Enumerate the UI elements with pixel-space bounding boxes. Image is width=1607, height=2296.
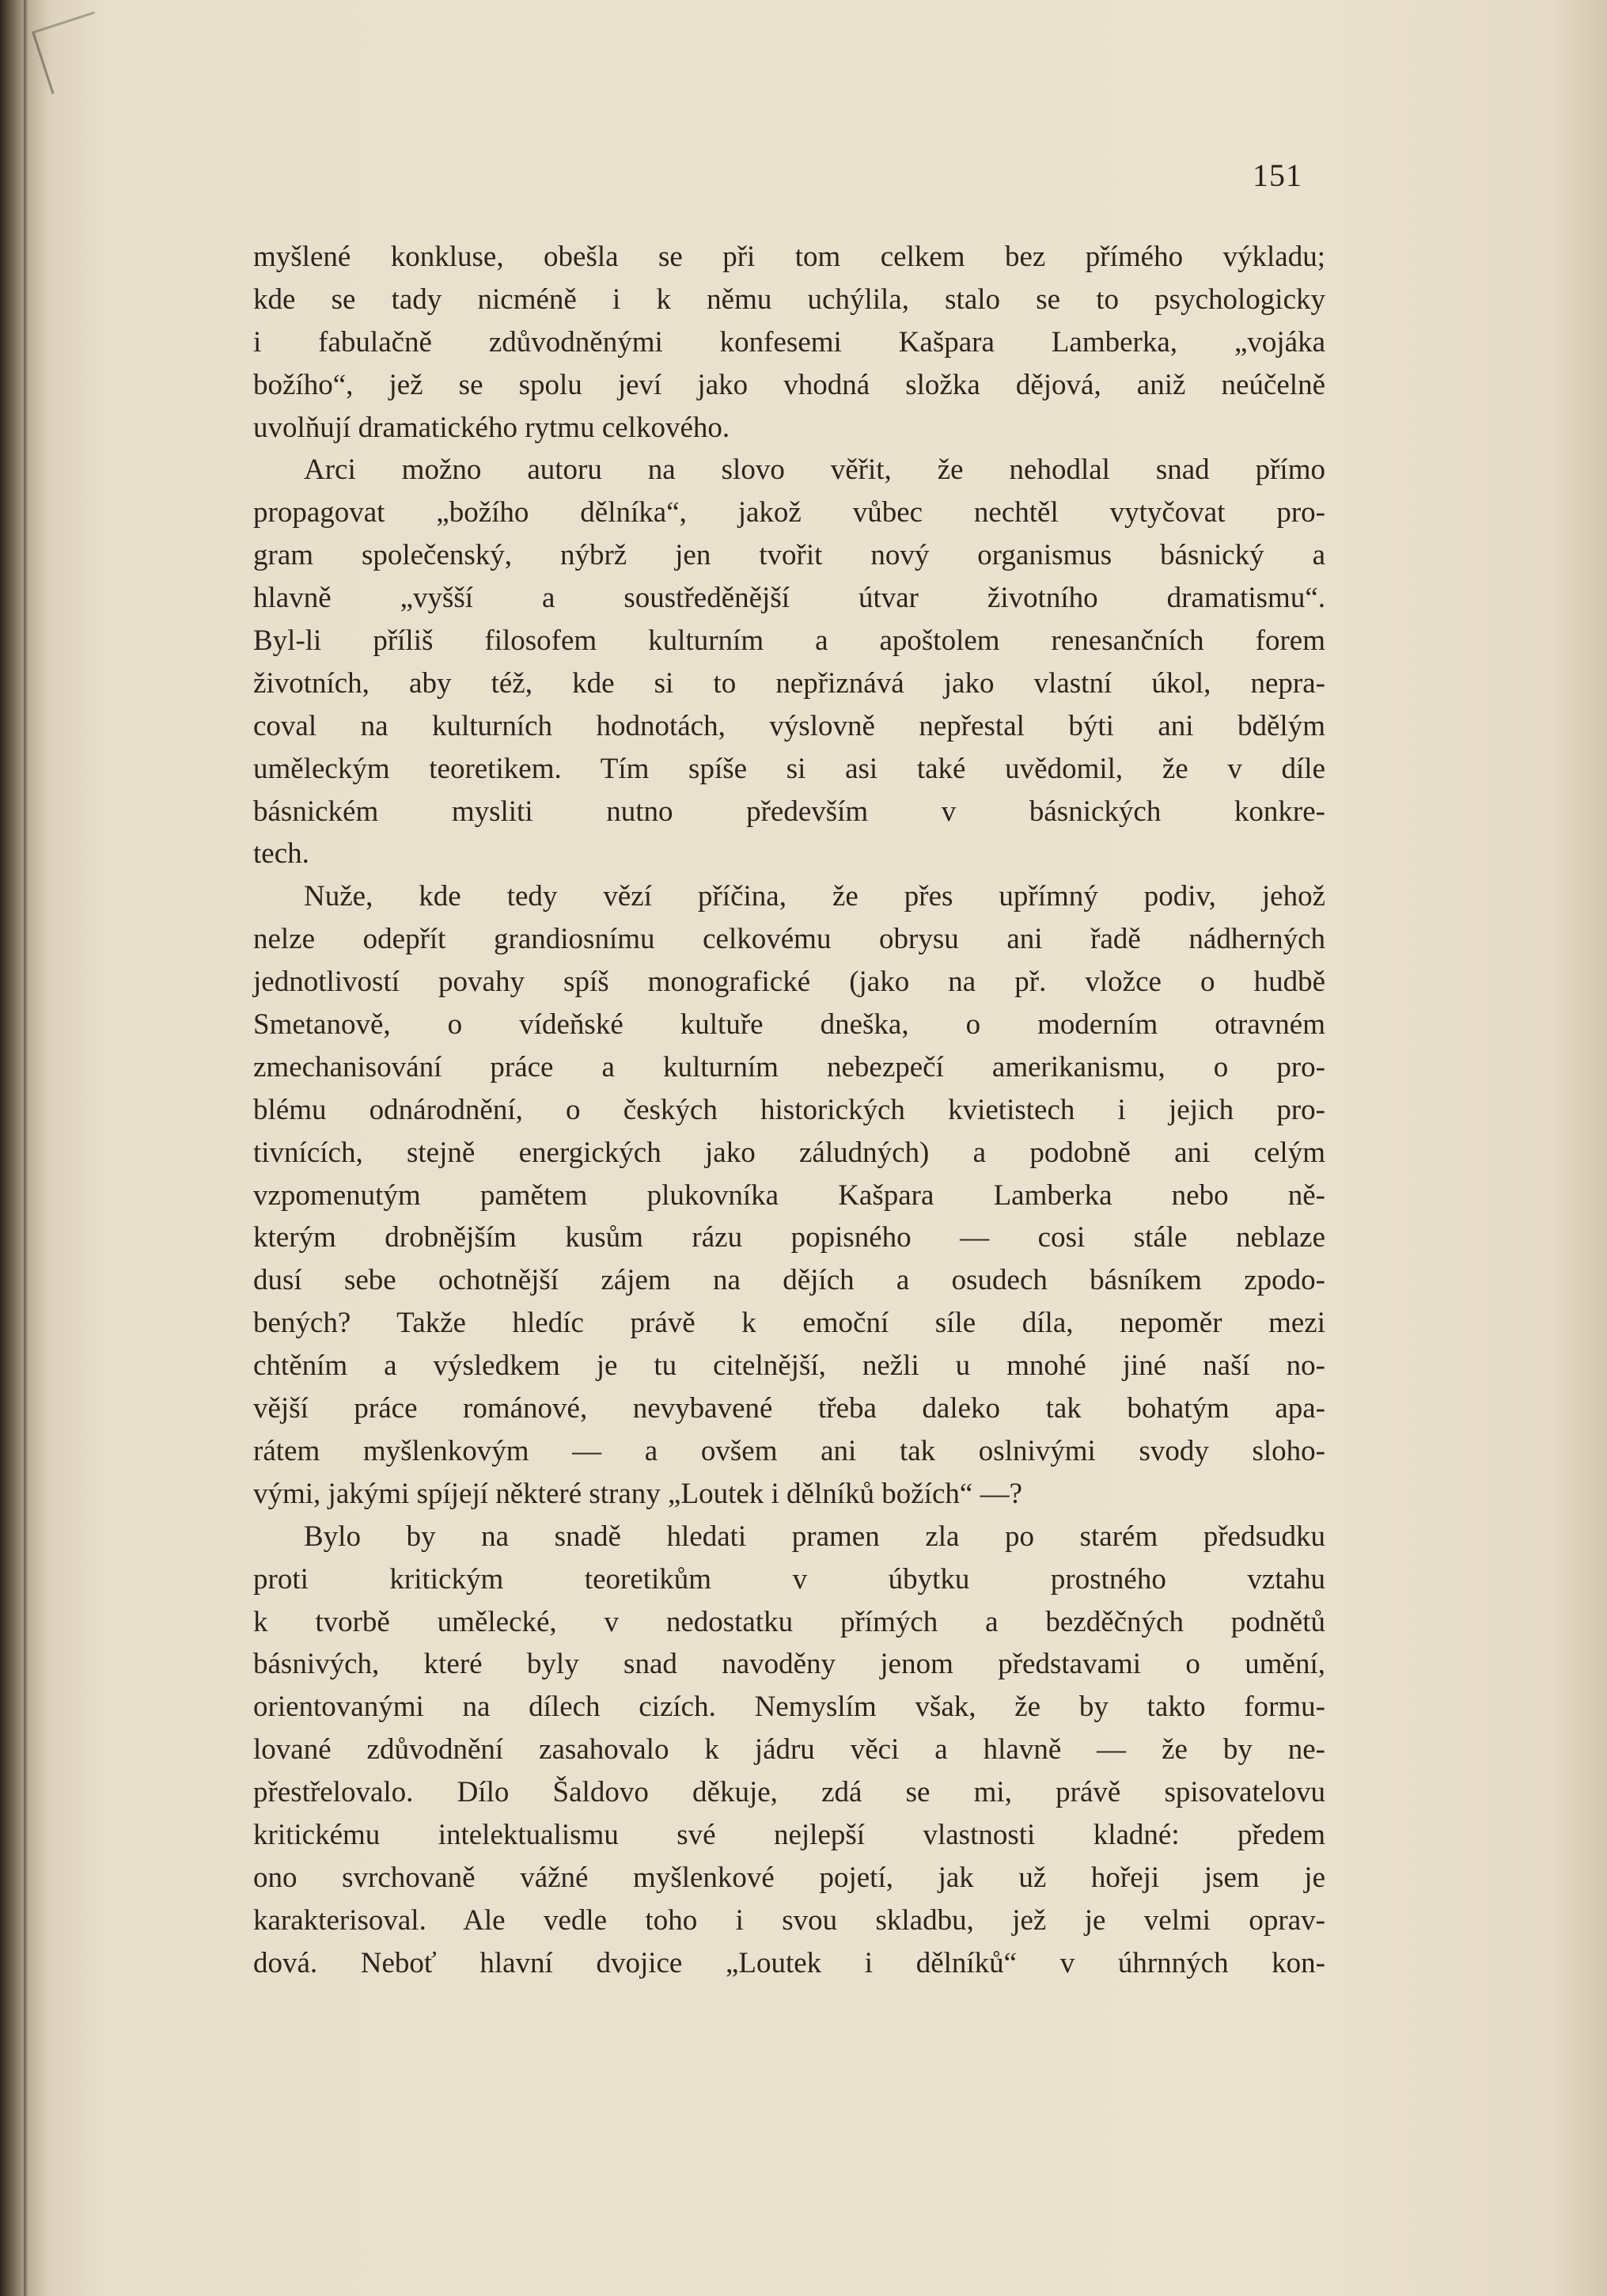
- text-line: hlavně „vyšší a soustředěnější útvar životního dramatismu“.: [253, 582, 1325, 615]
- text-line: gram společenský, nýbrž jen tvořit nový organismus básnický a: [253, 539, 1325, 572]
- text-line: proti kritickým teoretikům v úbytku prostného vztahu: [253, 1562, 1325, 1596]
- text-line: kde se tady nicméně i k němu uchýlila, stalo se to psychologicky: [253, 283, 1325, 316]
- corner-pencil-mark: [32, 11, 115, 94]
- book-gutter: [24, 0, 28, 2296]
- text-line: tech.: [253, 837, 309, 871]
- text-line: Byl-li příliš filosofem kulturním a apoštolem renesančních forem: [253, 624, 1325, 658]
- text-line: uměleckým teoretikem. Tím spíše si asi také uvědomil, že v díle: [253, 752, 1325, 785]
- text-line: coval na kulturních hodnotách, výslovně nepřestal býti ani bdělým: [253, 709, 1325, 742]
- text-line: božího“, jež se spolu jeví jako vhodná složka dějová, aniž neúčelně: [253, 368, 1325, 401]
- text-line: dusí sebe ochotnější zájem na dějích a osudech básníkem zpodo-: [253, 1264, 1325, 1297]
- paragraph-start-line: Arci možno autoru na slovo věřit, že nehodlal snad přímo: [304, 454, 1325, 487]
- body-text: [253, 236, 1325, 1985]
- text-line: vzpomenutým pamětem plukovníka Kašpara Lamberka nebo ně-: [253, 1178, 1325, 1212]
- text-line: i fabulačně zdůvodněnými konfesemi Kašpara Lamberka, „vojáka: [253, 325, 1325, 359]
- text-line: jednotlivostí povahy spíš monografické (jako na př. vložce o hudbě: [253, 966, 1325, 999]
- text-line: dová. Neboť hlavní dvojice „Loutek i dělníků“ v úhrnných kon-: [253, 1946, 1325, 1979]
- text-line: vými, jakými spíjejí některé strany „Loutek i dělníků božích“ —?: [253, 1477, 1023, 1510]
- text-line: orientovanými na dílech cizích. Nemyslím však, že by takto formu-: [253, 1691, 1325, 1724]
- text-line: básnivých, které byly snad navoděny jenom představami o umění,: [253, 1648, 1325, 1681]
- text-line: kritickému intelektualismu své nejlepší vlastnosti kladné: předem: [253, 1818, 1325, 1851]
- paragraph-start-line: Nuže, kde tedy vězí příčina, že přes upřímný podiv, jehož: [304, 880, 1325, 913]
- text-line: myšlené konkluse, obešla se při tom celkem bez přímého výkladu;: [253, 241, 1325, 273]
- text-line: karakterisoval. Ale vedle toho i svou skladbu, jež je velmi oprav-: [253, 1903, 1325, 1937]
- text-line: přestřelovalo. Dílo Šaldovo děkuje, zdá se mi, právě spisovatelovu: [253, 1776, 1325, 1809]
- text-line: bených? Takže hledíc právě k emoční síle díla, nepoměr mezi: [253, 1307, 1325, 1340]
- text-line: rátem myšlenkovým — a ovšem ani tak oslnivými svody sloho-: [253, 1434, 1325, 1467]
- text-line: tivnících, stejně energických jako záludných) a podobně ani celým: [253, 1136, 1325, 1169]
- text-line: ono svrchovaně vážné myšlenkové pojetí, jak už hořeji jsem je: [253, 1861, 1325, 1894]
- text-line: Smetanově, o vídeňské kultuře dneška, o moderním otravném: [253, 1008, 1325, 1042]
- text-line: básnickém mysliti nutno především v básnických konkre-: [253, 795, 1325, 828]
- paragraph-start-line: Bylo by na snadě hledati pramen zla po starém předsudku: [304, 1520, 1325, 1553]
- text-line: propagovat „božího dělníka“, jakož vůbec nechtěl vytyčovat pro-: [253, 496, 1325, 529]
- text-line: kterým drobnějším kusům rázu popisného — cosi stále neblaze: [253, 1221, 1325, 1254]
- text-line: vější práce románové, nevybavené třeba daleko tak bohatým apa-: [253, 1392, 1325, 1425]
- text-line: k tvorbě umělecké, v nedostatku přímých a bezděčných podnětů: [253, 1605, 1325, 1638]
- text-line: uvolňují dramatického rytmu celkového.: [253, 411, 730, 444]
- text-line: zmechanisování práce a kulturním nebezpečí amerikanismu, o pro-: [253, 1050, 1325, 1083]
- text-line: lované zdůvodnění zasahovalo k jádru věci a hlavně — že by ne-: [253, 1733, 1325, 1767]
- text-line: chtěním a výsledkem je tu citelnější, nežli u mnohé jiné naší no-: [253, 1349, 1325, 1383]
- text-line: blému odnárodnění, o českých historických kvietistech i jejich pro-: [253, 1093, 1325, 1126]
- page-number: 151: [1253, 157, 1302, 193]
- text-line: životních, aby též, kde si to nepřiznává jako vlastní úkol, nepra-: [253, 666, 1325, 700]
- text-line: nelze odepřít grandiosnímu celkovému obrysu ani řadě nádherných: [253, 923, 1325, 956]
